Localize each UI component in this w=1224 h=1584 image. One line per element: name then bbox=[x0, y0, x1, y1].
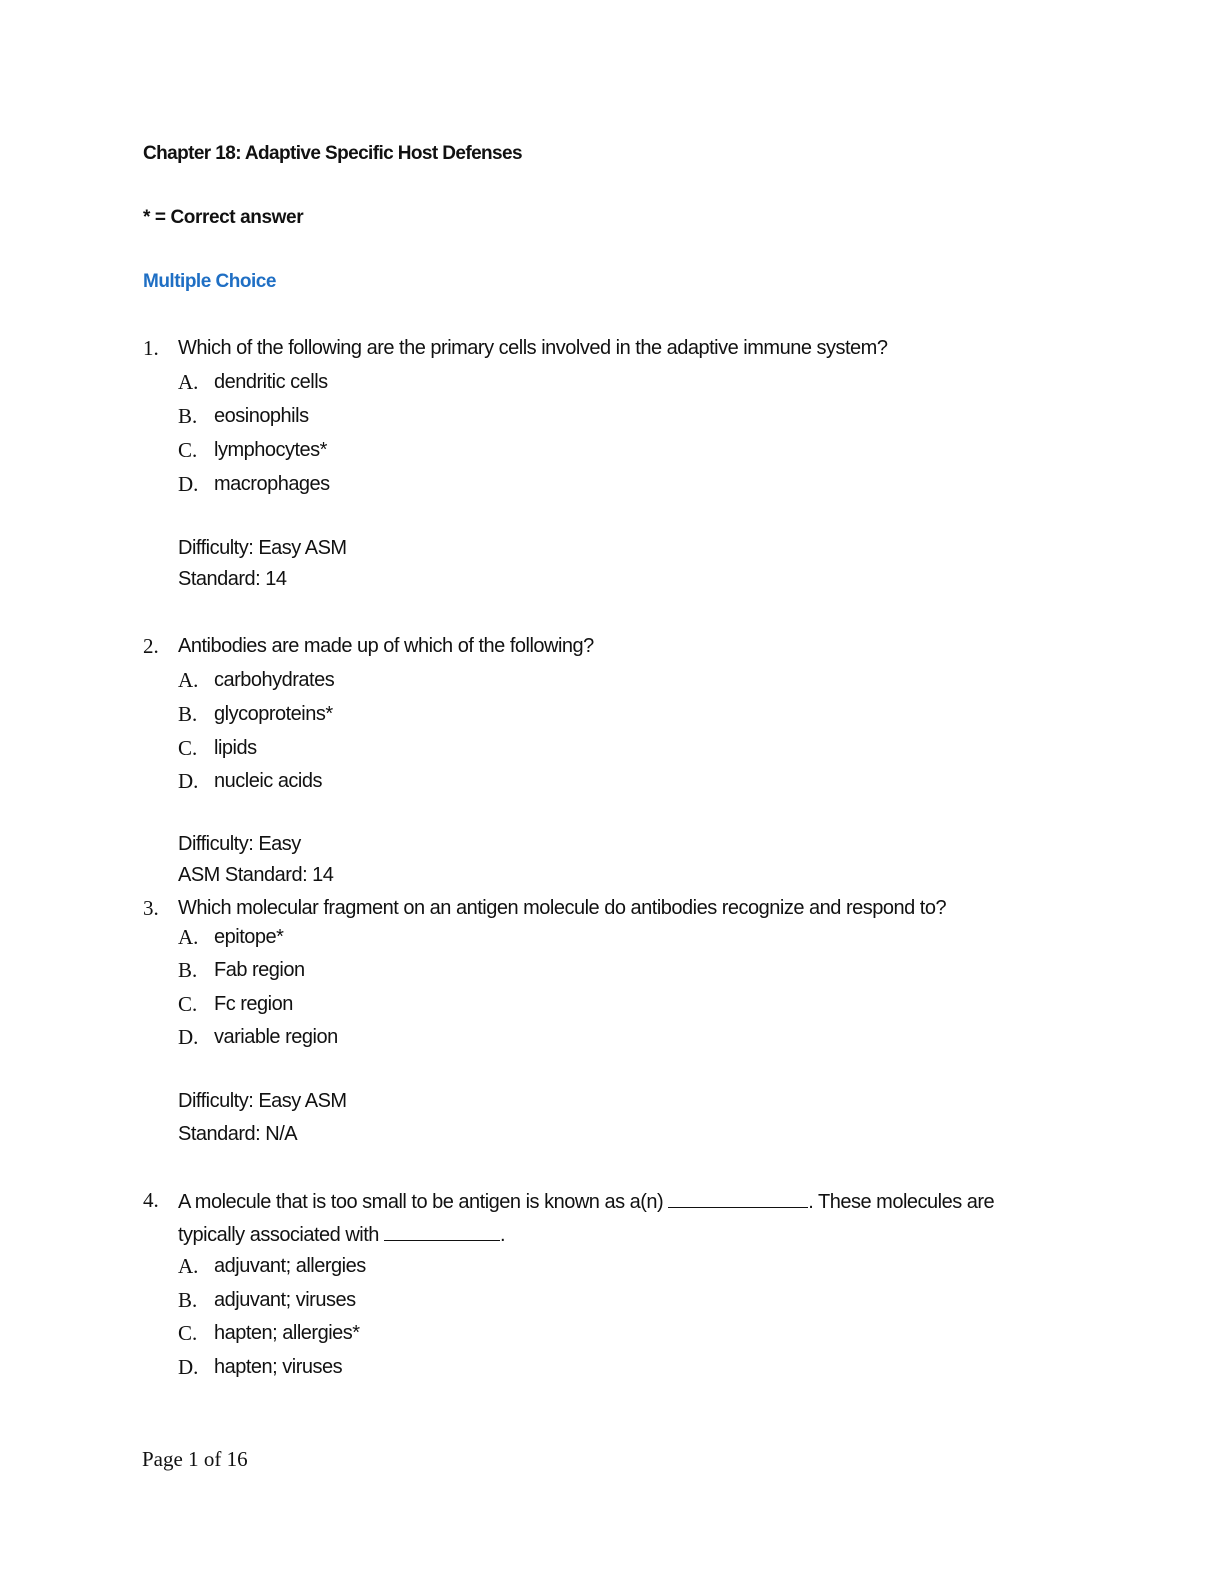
option-text: Fc region bbox=[214, 993, 293, 1015]
chapter-title: Chapter 18: Adaptive Specific Host Defenses bbox=[143, 143, 522, 164]
difficulty-line: Difficulty: Easy bbox=[178, 833, 301, 855]
option-letter: A. bbox=[178, 370, 199, 394]
option-text: variable region bbox=[214, 1026, 338, 1048]
option-text: macrophages bbox=[214, 473, 330, 495]
answer-blank bbox=[384, 1222, 500, 1241]
question-text-part: typically associated with bbox=[178, 1224, 379, 1246]
standard-line: Standard: N/A bbox=[178, 1123, 298, 1145]
option-text: dendritic cells bbox=[214, 371, 328, 393]
standard-line: ASM Standard: 14 bbox=[178, 864, 334, 886]
question-number: 4. bbox=[143, 1188, 159, 1212]
option-letter: A. bbox=[178, 1254, 199, 1278]
question-text-part: . bbox=[500, 1224, 506, 1246]
question-number: 2. bbox=[143, 634, 159, 658]
question-number: 3. bbox=[143, 896, 159, 920]
option-letter: A. bbox=[178, 668, 199, 692]
question-text-part: . These molecules are bbox=[808, 1191, 995, 1213]
option-text: glycoproteins* bbox=[214, 703, 333, 725]
option-letter: C. bbox=[178, 438, 198, 462]
difficulty-line: Difficulty: Easy ASM bbox=[178, 537, 347, 559]
option-letter: D. bbox=[178, 1355, 199, 1379]
answer-legend: * = Correct answer bbox=[143, 207, 304, 228]
option-text: lipids bbox=[214, 737, 257, 759]
option-letter: C. bbox=[178, 736, 198, 760]
question-number: 1. bbox=[143, 336, 159, 360]
option-letter: B. bbox=[178, 404, 198, 428]
answer-blank bbox=[668, 1189, 808, 1208]
option-letter: D. bbox=[178, 1025, 199, 1049]
question-text-continued bbox=[178, 1222, 505, 1247]
option-text: eosinophils bbox=[214, 405, 309, 427]
option-text: carbohydrates bbox=[214, 669, 335, 691]
question-text: Antibodies are made up of which of the following? bbox=[178, 635, 594, 657]
option-text: adjuvant; allergies bbox=[214, 1255, 366, 1277]
option-text: hapten; viruses bbox=[214, 1356, 343, 1378]
option-text: epitope* bbox=[214, 926, 284, 948]
standard-line: Standard: 14 bbox=[178, 568, 287, 590]
option-letter: B. bbox=[178, 702, 198, 726]
option-letter: C. bbox=[178, 992, 198, 1016]
option-letter: D. bbox=[178, 769, 199, 793]
question-text: Which of the following are the primary cells involved in the adaptive immune system? bbox=[178, 337, 888, 359]
question-text bbox=[178, 1189, 994, 1214]
option-letter: A. bbox=[178, 925, 199, 949]
page-number: Page 1 of 16 bbox=[142, 1447, 248, 1471]
option-text: Fab region bbox=[214, 959, 305, 981]
section-heading: Multiple Choice bbox=[143, 271, 276, 292]
option-text: lymphocytes* bbox=[214, 439, 327, 461]
option-text: hapten; allergies* bbox=[214, 1322, 360, 1344]
option-letter: D. bbox=[178, 472, 199, 496]
question-text: Which molecular fragment on an antigen molecule do antibodies recognize and respond to? bbox=[178, 897, 947, 919]
question-text-part: A molecule that is too small to be antigen is known as a(n) bbox=[178, 1191, 664, 1213]
option-letter: B. bbox=[178, 1288, 198, 1312]
difficulty-line: Difficulty: Easy ASM bbox=[178, 1090, 347, 1112]
option-letter: B. bbox=[178, 958, 198, 982]
option-text: adjuvant; viruses bbox=[214, 1289, 356, 1311]
option-letter: C. bbox=[178, 1321, 198, 1345]
option-text: nucleic acids bbox=[214, 770, 323, 792]
